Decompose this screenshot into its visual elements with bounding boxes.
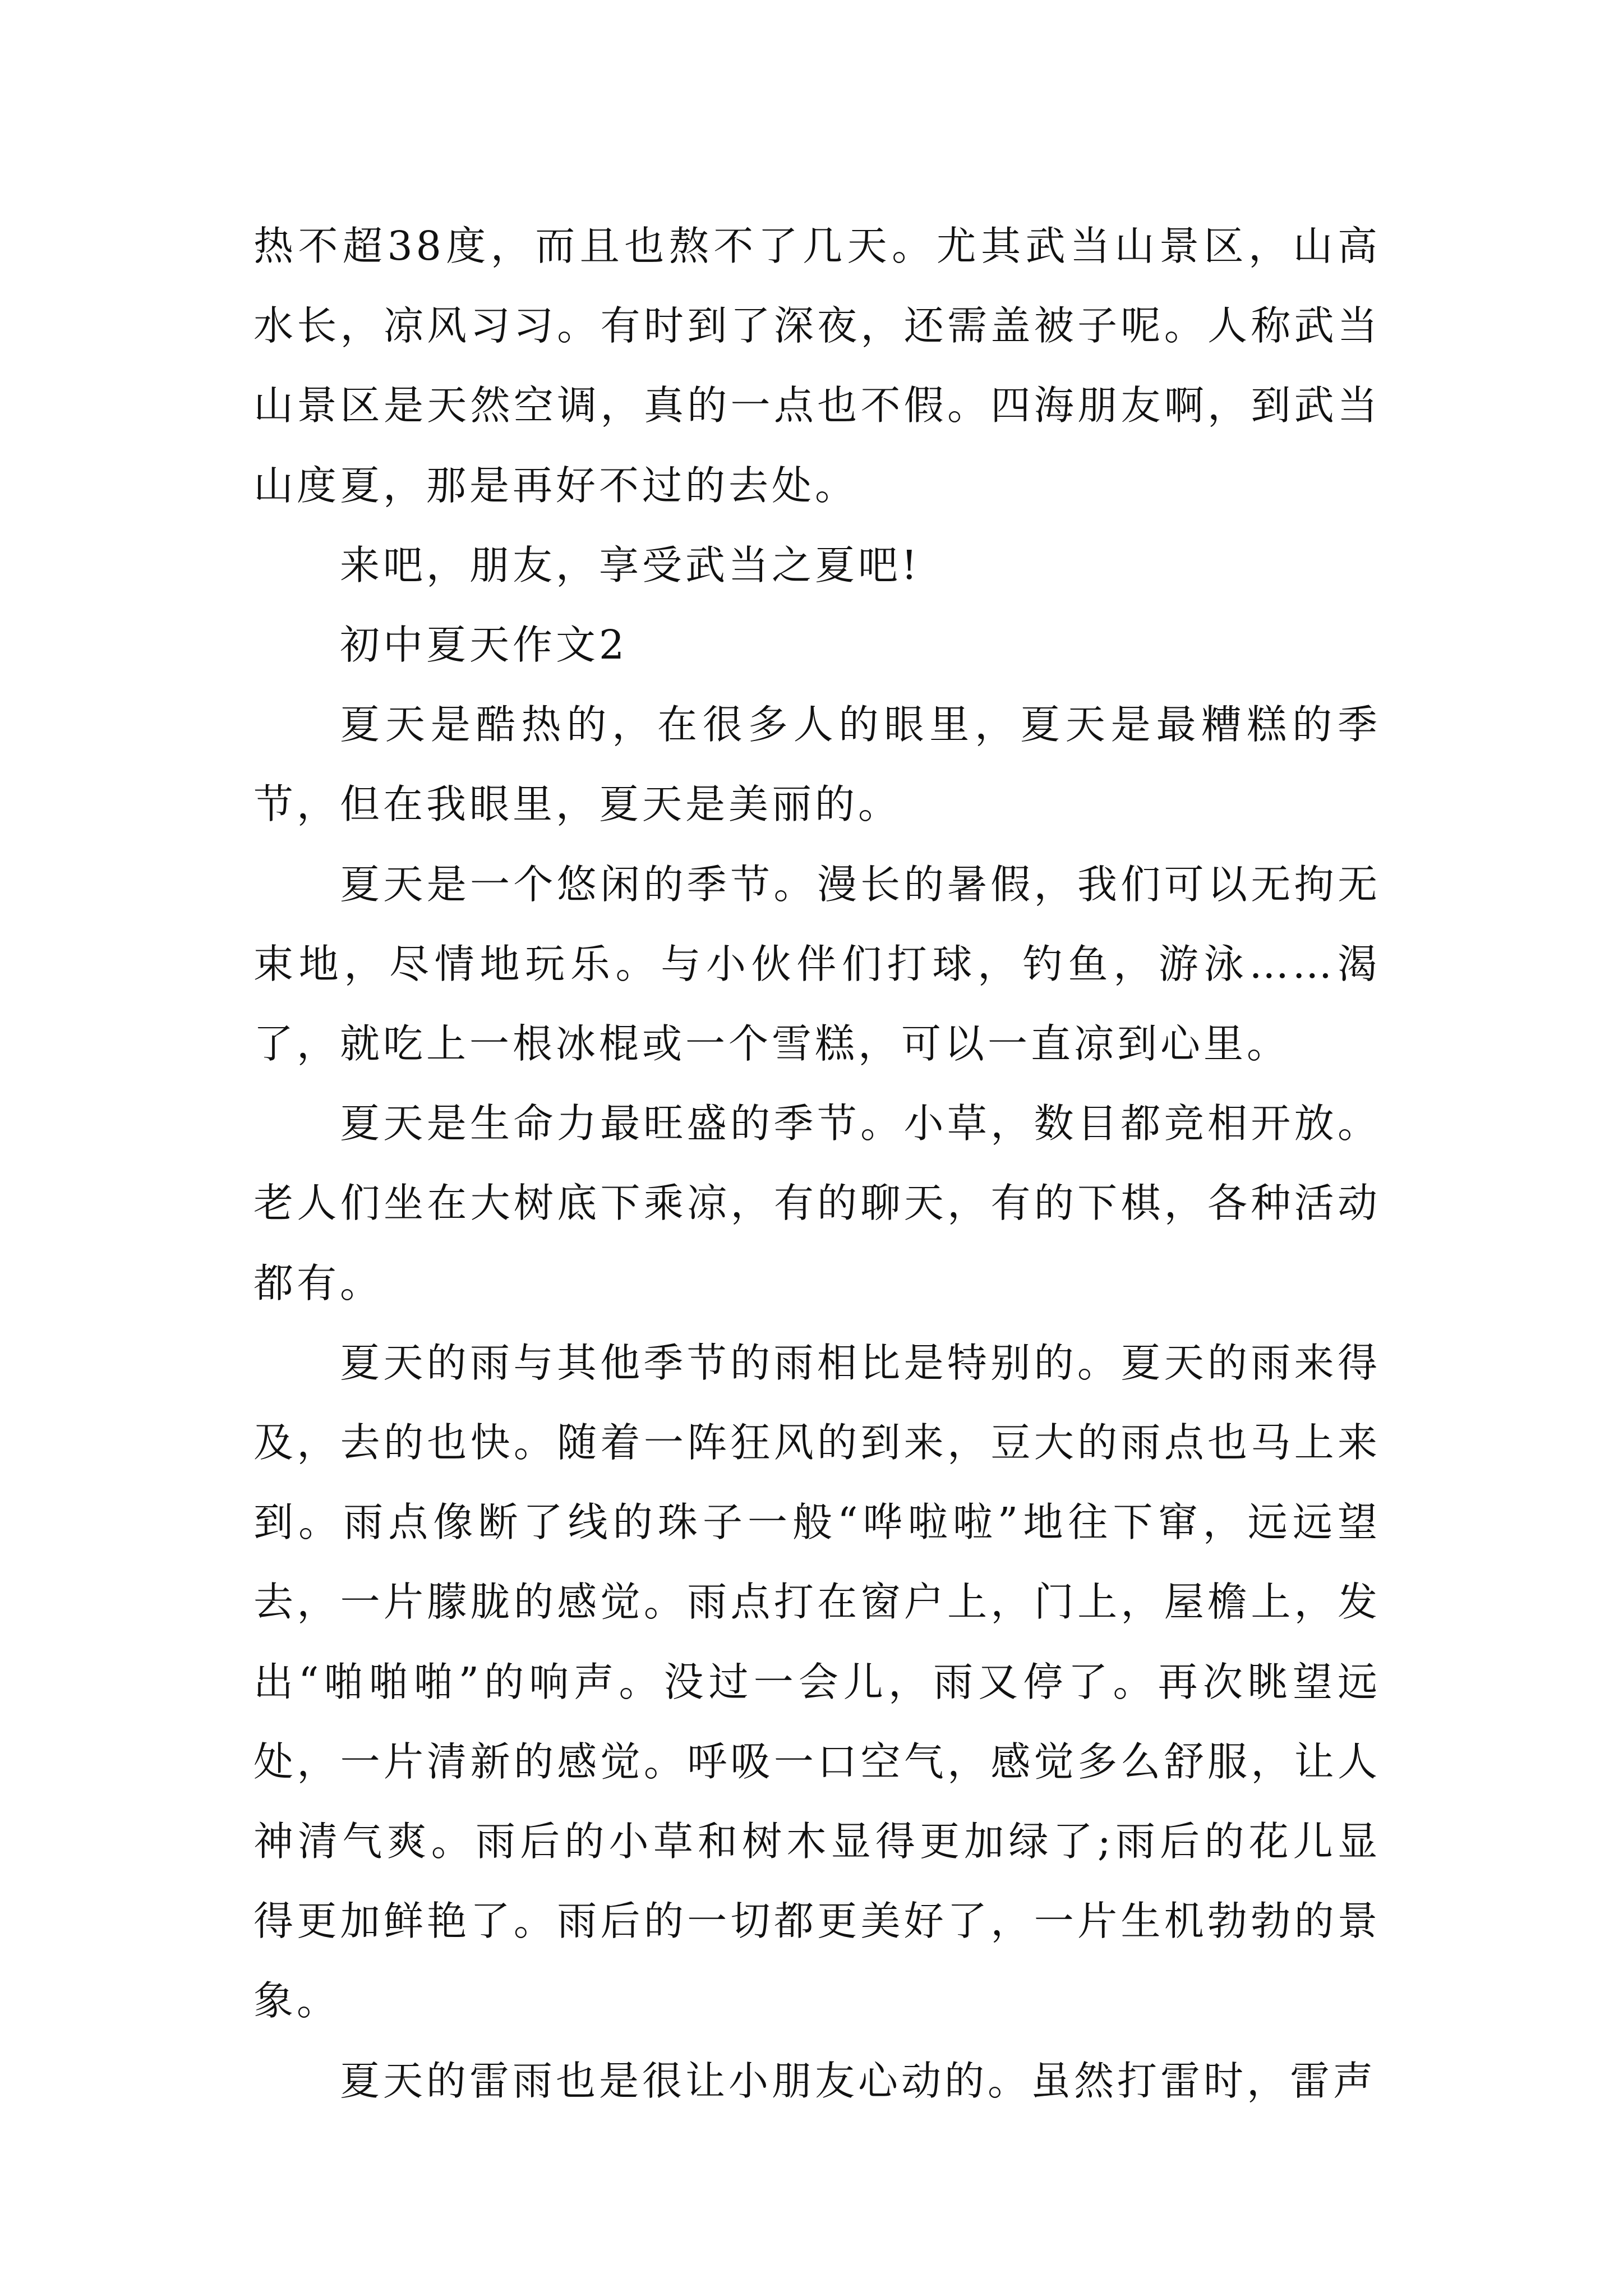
paragraph: 夏天的雨与其他季节的雨相比是特别的。夏天的雨来得及，去的也快。随着一阵狂风的到来，豆大的雨点也马上来到。雨点像断了线的珠子一般“哗啦啦”地往下窜，远远望去，一片朦胧的感觉。雨点打在窗户上，门上，屋檐上，发出“啪啪啪”的响声。没过一会儿，雨又停了。再次眺望远处，一片清新的感觉。呼吸一口空气，感觉多么舒服，让人神清气爽。雨后的小草和树木显得更加绿了;雨后的花儿显得更加鲜艳了。雨后的一切都更美好了，一片生机勃勃的景象。: [253, 1339, 1381, 2024]
paragraph: 夏天是酷热的，在很多人的眼里，夏天是最糟糕的季节，但在我眼里，夏天是美丽的。: [253, 701, 1381, 828]
document-body: [253, 206, 1381, 2121]
paragraph: 热不超38度，而且也熬不了几天。尤其武当山景区，山高水长，凉风习习。有时到了深夜，还需盖被子呢。人称武当山景区是天然空调，真的一点也不假。四海朋友啊，到武当山度夏，那是再好不过的去处。: [253, 223, 1381, 509]
paragraph: 夏天是一个悠闲的季节。漫长的暑假，我们可以无拘无束地，尽情地玩乐。与小伙伴们打球，钓鱼，游泳……渴了，就吃上一根冰棍或一个雪糕，可以一直凉到心里。: [253, 861, 1381, 1068]
paragraph: 来吧，朋友，享受武当之夏吧!: [340, 541, 921, 588]
paragraph: 夏天是生命力最旺盛的季节。小草，数目都竞相开放。老人们坐在大树底下乘凉，有的聊天，有的下棋，各种活动都有。: [253, 1100, 1381, 1306]
section-heading: 初中夏天作文2: [340, 622, 628, 669]
paragraph: 夏天的雷雨也是很让小朋友心动的。虽然打雷时，雷声: [340, 2057, 1377, 2104]
